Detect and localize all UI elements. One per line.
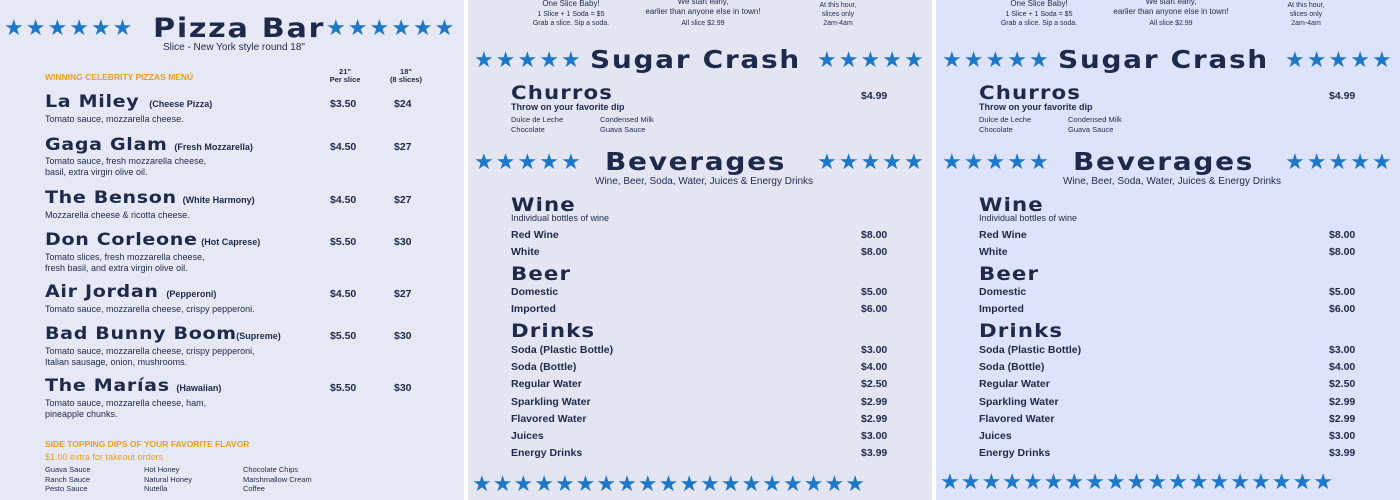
menu-item-name: Juices [979,430,1012,442]
menu-item-name: Flavored Water [979,413,1055,425]
menu-item-name: Sparkling Water [511,396,591,408]
wine-sub: Individual bottles of wine [979,213,1078,223]
deal-block: One Slice Baby! 1 Slice + 1 Soda = $5 Grab a slice. Sip a soda. [1000,0,1078,27]
pizza-bar-title: Pizza Bar [153,13,326,44]
menu-item-price: $2.99 [861,413,888,425]
menu-item-price: $3.00 [1329,344,1356,356]
pizza-type: (Hot Caprese) [201,237,261,247]
pizza-item [45,282,216,302]
beverages-subtitle: Wine, Beer, Soda, Water, Juices & Energy Drinks [1063,176,1282,187]
dips-column-2: Hot Honey Natural Honey Nutella [144,465,192,493]
churros-dips-col-1: Dulce de Leche Chocolate [979,115,1032,134]
menu-item-name: Soda (Bottle) [511,361,577,373]
pizza-whole-price: $30 [394,330,412,342]
pizza-item [45,376,221,396]
pizza-name: La Miley [45,92,140,112]
stars-bottom-icon: ★★★★★★★★★★★★★★★★★★★ [940,470,1334,495]
early-block: We start early, earlier than anyone else in town! All slice $2.99 [645,0,761,27]
churros-price: $4.99 [1329,90,1356,102]
pizza-whole-price: $24 [394,98,412,110]
drinks-title: Drinks [979,320,1064,342]
beverages-title: Beverages [1073,147,1255,176]
beverages-subtitle: Wine, Beer, Soda, Water, Juices & Energy Drinks [595,176,814,187]
pizza-name: Don Corleone [45,230,198,250]
menu-item-price: $4.00 [1329,361,1356,373]
stars-left-icon: ★★★★★ [474,48,583,73]
pizza-item [45,324,281,344]
menu-item-name: Imported [979,303,1024,315]
menu-item-price: $5.00 [861,286,888,298]
menu-item-name: Regular Water [979,378,1050,390]
stars-right-icon: ★★★★★ [1285,150,1394,175]
pizza-name: The Marías [45,376,170,396]
menu-item-name: Soda (Plastic Bottle) [511,344,614,356]
menu-item-price: $8.00 [1329,246,1356,258]
column-header-slice: 21" Per slice [329,67,361,84]
pizza-name: Bad Bunny Boom [45,324,237,344]
pizza-item [45,188,255,208]
pizza-type: (Supreme) [236,331,281,341]
pizza-desc: Tomato sauce, mozzarella cheese, crispy pepperoni, Italian sausage, onion, mushrooms. [45,346,255,367]
pizza-type: (Hawaiian) [176,383,222,393]
menu-item-price: $2.99 [1329,413,1356,425]
menu-item-name: Red Wine [979,229,1027,241]
pizza-bar-panel [0,0,464,500]
menu-item-price: $8.00 [861,229,888,241]
menu-item-name: White [979,246,1008,258]
pizza-item [45,230,260,250]
stars-left-icon: ★★★★★ [942,48,1051,73]
sugar-crash-title: Sugar Crash [590,45,801,74]
menu-item-price: $2.50 [861,378,888,390]
pizza-whole-price: $30 [394,382,412,394]
stars-right-icon: ★★★★★★ [326,16,457,41]
sugar-crash-title: Sugar Crash [1058,45,1269,74]
menu-item-name: Energy Drinks [979,447,1051,459]
pizza-desc: Tomato sauce, mozzarella cheese, ham, pineapple chunks. [45,398,207,419]
menu-item-price: $2.99 [1329,396,1356,408]
pizza-whole-price: $27 [394,141,412,153]
drinks-title: Drinks [511,320,596,342]
menu-item-name: Juices [511,430,544,442]
menu-item-name: Flavored Water [511,413,587,425]
beer-title: Beer [511,263,572,285]
stars-right-icon: ★★★★★ [817,48,926,73]
menu-item-name: Imported [511,303,556,315]
dips-column-3: Chocolate Chips Marshmallow Cream Coffee [243,465,312,493]
pizza-whole-price: $27 [394,288,412,300]
beverages-panel-a [468,0,932,500]
deal-block: One Slice Baby! 1 Slice + 1 Soda = $5 Grab a slice. Sip a soda. [532,0,610,27]
pizza-slice-price: $4.50 [330,288,357,300]
pizza-whole-price: $30 [394,236,412,248]
menu-item-price: $6.00 [861,303,888,315]
stars-right-icon: ★★★★★ [1285,48,1394,73]
pizza-whole-price: $27 [394,194,412,206]
stars-bottom-icon: ★★★★★★★★★★★★★★★★★★★ [472,472,866,497]
menu-item-price: $3.00 [861,430,888,442]
menu-item-price: $3.00 [861,344,888,356]
menu-item-name: Regular Water [511,378,582,390]
pizza-name: Gaga Glam [45,135,168,155]
menu-item-name: White [511,246,540,258]
menu-item-name: Soda (Plastic Bottle) [979,344,1082,356]
pizza-slice-price: $4.50 [330,141,357,153]
pizza-section-label: WINNING CELEBRITY PIZZAS MENÚ [45,72,194,82]
churros-price: $4.99 [861,90,888,102]
column-header-whole: 18" (8 slices) [389,67,423,84]
pizza-subtitle: Slice - New York style round 18" [163,42,305,53]
stars-left-icon: ★★★★★ [942,150,1051,175]
menu-item-price: $5.00 [1329,286,1356,298]
menu-item-price: $3.99 [1329,447,1356,459]
pizza-type: (White Harmony) [182,195,255,205]
churros-dips-col-2: Condensed Milk Guava Sauce [1068,115,1122,134]
churros-dips-col-2: Condensed Milk Guava Sauce [600,115,654,134]
pizza-desc: Mozzarella cheese & ricotta cheese. [45,210,190,220]
wine-title: Wine [511,194,576,216]
pizza-slice-price: $5.50 [330,382,357,394]
beverages-panel-b [936,0,1400,500]
pizza-desc: Tomato sauce, mozzarella cheese, crispy pepperoni. [45,304,255,314]
pizza-slice-price: $3.50 [330,98,357,110]
pizza-type: (Cheese Pizza) [149,99,213,109]
pizza-item [45,92,212,112]
pizza-type: (Pepperoni) [166,289,217,299]
menu-item-price: $8.00 [861,246,888,258]
dips-price-note: $1.00 extra for takeout orders [45,452,164,462]
menu-item-price: $4.00 [861,361,888,373]
beverages-title: Beverages [605,147,787,176]
early-block: We start early, earlier than anyone else in town! All slice $2.99 [1113,0,1229,27]
stars-left-icon: ★★★★★ [474,150,583,175]
pizza-type: (Fresh Mozzarella) [174,142,253,152]
pizza-desc: Tomato slices, fresh mozzarella cheese, fresh basil, and extra virgin olive oil. [45,252,205,273]
pizza-slice-price: $4.50 [330,194,357,206]
menu-item-price: $6.00 [1329,303,1356,315]
hour-block: At this hour, slices only 2am-4am [819,2,857,27]
churros-title: Churros [979,82,1082,104]
pizza-name: Air Jordan [45,282,159,302]
dips-column-1: Guava Sauce Ranch Sauce Pesto Sauce [45,465,91,493]
menu-item-name: Energy Drinks [511,447,583,459]
pizza-slice-price: $5.50 [330,330,357,342]
pizza-slice-price: $5.50 [330,236,357,248]
churros-sub: Throw on your favorite dip [511,102,625,112]
pizza-desc: Tomato sauce, fresh mozzarella cheese, basil, extra virgin olive oil. [45,156,207,177]
menu-item-name: Domestic [511,286,559,298]
menu-item-name: Red Wine [511,229,559,241]
stars-left-icon: ★★★★★★ [4,16,135,41]
menu-item-price: $2.99 [861,396,888,408]
dips-title: SIDE TOPPING DIPS OF YOUR FAVORITE FLAVOR [45,439,250,449]
hour-block: At this hour, slices only 2am-4am [1287,2,1325,27]
beer-title: Beer [979,263,1040,285]
churros-title: Churros [511,82,614,104]
stars-right-icon: ★★★★★ [817,150,926,175]
menu-item-name: Domestic [979,286,1027,298]
menu-item-price: $8.00 [1329,229,1356,241]
wine-sub: Individual bottles of wine [511,213,610,223]
menu-item-name: Sparkling Water [979,396,1059,408]
pizza-item [45,135,253,155]
pizza-name: The Benson [45,188,177,208]
wine-title: Wine [979,194,1044,216]
menu-item-price: $3.99 [861,447,888,459]
churros-sub: Throw on your favorite dip [979,102,1093,112]
menu-item-name: Soda (Bottle) [979,361,1045,373]
menu-item-price: $2.50 [1329,378,1356,390]
menu-item-price: $3.00 [1329,430,1356,442]
pizza-desc: Tomato sauce, mozzarella cheese. [45,114,184,124]
churros-dips-col-1: Dulce de Leche Chocolate [511,115,564,134]
